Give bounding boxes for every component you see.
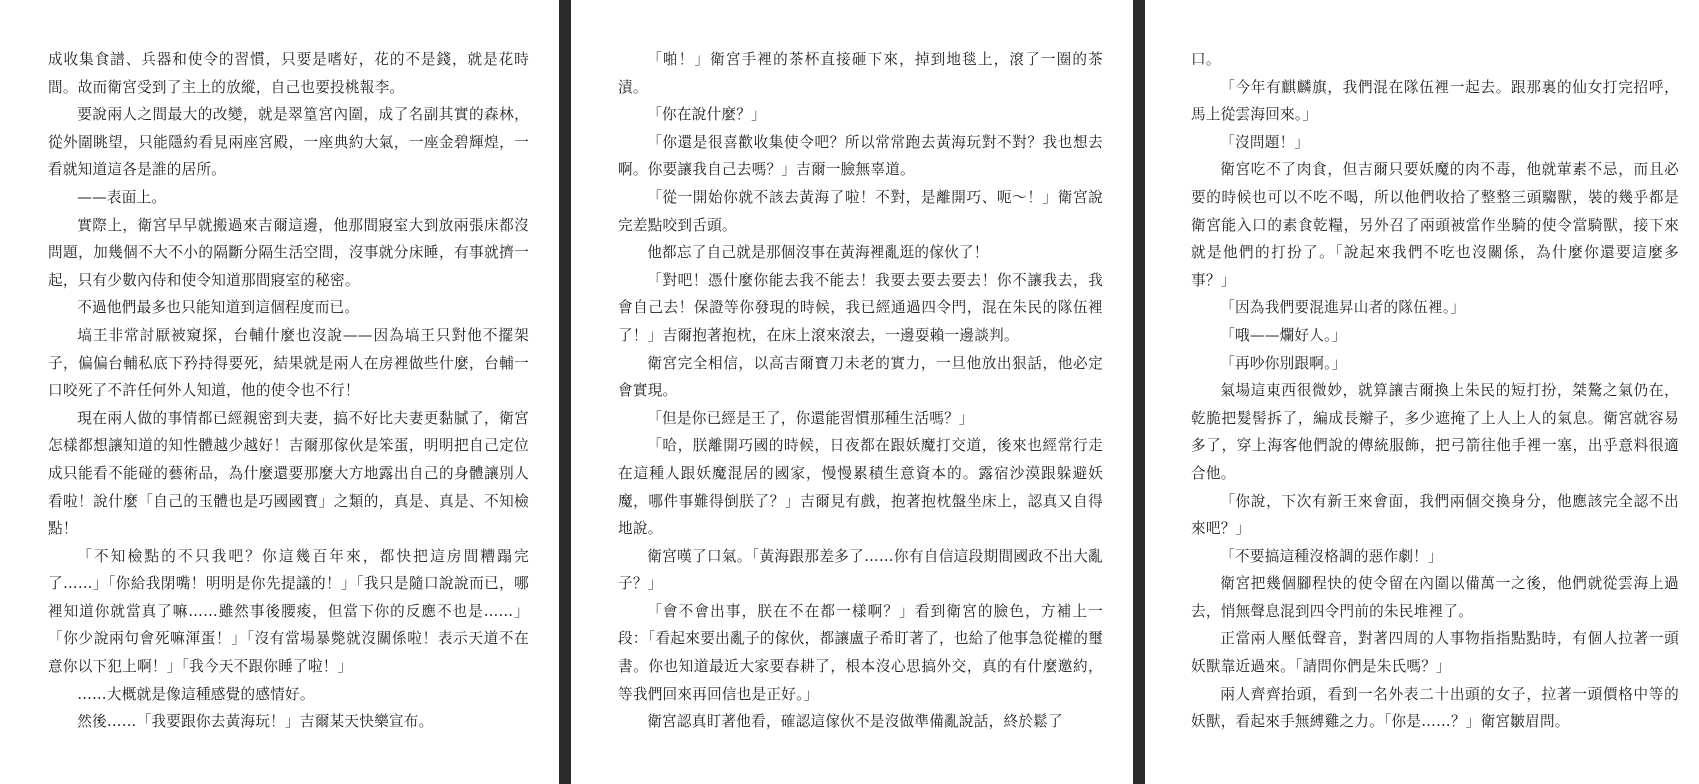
paragraph: ……大概就是像這種感覺的感情好。 <box>77 685 315 703</box>
page-left[interactable] <box>0 0 559 784</box>
paragraph: 「因為我們要混進昇山者的隊伍裡。」 <box>1220 299 1466 317</box>
paragraph: 「沒問題！」 <box>1220 133 1310 151</box>
paragraph: 然後……「我要跟你去黃海玩！」吉爾某天快樂宣布。 <box>77 713 434 731</box>
paragraph: 實際上，衛宮早早就搬過來吉爾這邊，他那間寢室大到放兩張床都沒問題，加幾個不大不小的隔斷分隔生活空間，沒事就分床睡，有事就擠一起，只有少數內侍和使令知道那間寢室的秘密。 <box>48 216 529 289</box>
paragraph: 「你還是很喜歡收集使令吧？所以常常跑去黃海玩對不對？我也想去啊。你要讓我自己去嗎？」吉爾一臉無辜道。 <box>618 133 1103 179</box>
page-right[interactable] <box>1145 0 1699 784</box>
paragraph: 現在兩人做的事情都已經親密到夫妻，搞不好比夫妻更黏膩了，衛宮怎樣都想讓知道的知性體越少越好！吉爾那傢伙是笨蛋，明明把自己定位成只能看不能碰的藝術品，為什麼還要那麼大方地露出自己的身體讓別人看啦！說什麼「自己的玉體也是巧國國寶」之類的，真是、真是、不知檢點！ <box>48 409 529 538</box>
paragraph: 衛宮完全相信，以高吉爾寶刀未老的實力，一旦他放出狠話，他必定會實現。 <box>618 354 1103 400</box>
paragraph: 氣場這東西很微妙，就算讓吉爾換上朱民的短打扮，桀驁之氣仍在，乾脆把髮髻拆了，編成長辮子，多少遮掩了上人上人的氣息。衛宮就容易多了，穿上海客他們說的傳統服飾，把弓箭往他手裡一塞，出乎意料很適合他。 <box>1191 382 1679 482</box>
paragraph: 正當兩人壓低聲音，對著四周的人事物指指點點時，有個人拉著一頭妖獸靠近過來。「請問你們是朱氏嗎？」 <box>1191 630 1679 676</box>
paragraph: 「再吵你別跟啊。」 <box>1220 354 1347 372</box>
paragraph: 「不要搞這種沒格調的惡作劇！」 <box>1220 547 1443 565</box>
paragraph: 衛宮吃不了肉食，但吉爾只要妖魔的肉不毒，他就葷素不忌，而且必要的時候也可以不吃不喝，所以他們收拾了整整三頭騶獸，裝的幾乎都是衛宮能入口的素食乾糧，另外召了兩頭被當作坐騎的使令當騎獸，接下來就是他們的打扮了。「說起來我們不吃也沒關係，為什麼你還要這麼多事？」 <box>1191 161 1679 289</box>
paragraph: 「對吧！憑什麼你能去我不能去！我要去要去要去！你不讓我去，我會自己去！保證等你發現的時候，我已經通過四令門，混在朱民的隊伍裡了！」吉爾抱著抱枕，在床上滾來滾去，一邊耍賴一邊談判。 <box>618 271 1103 344</box>
paragraph: 「不知檢點的不只我吧？你這幾百年來，都快把這房間糟蹋完了……」「你給我閉嘴！明明是你先提議的！」「我只是隨口說說而已，哪裡知道你就當真了嘛……雖然事後腰痠，但當下你的反應不也是……」「你少說兩句會死嘛渾蛋！」「沒有當場暴斃就沒關係啦！表示天道不在意你以下犯上啊！」「我今天不跟你睡了啦！」 <box>48 547 529 676</box>
paragraph: 「今年有麒麟旗，我們混在隊伍裡一起去。跟那裏的仙女打完招呼，馬上從雲海回來。」 <box>1191 78 1679 124</box>
paragraph: 不過他們最多也只能知道到這個程度而已。 <box>77 299 360 317</box>
paragraph: 要說兩人之間最大的改變，就是翠篁宮內圍，成了名副其實的森林，從外圍眺望，只能隱約看見兩座宮殿，一座典約大氣，一座金碧輝煌，一看就知道這各是誰的居所。 <box>48 106 529 179</box>
paragraph: 「你說，下次有新王來會面，我們兩個交換身分，他應該完全認不出來吧？」 <box>1191 492 1679 538</box>
paragraph: 「會不會出事，朕在不在都一樣啊？」看到衛宮的臉色，方補上一段：「看起來要出亂子的傢伙，都讓盧子希盯著了，也給了他事急從權的璽書。你也知道最近大家要春耕了，根本沒心思搞外交，真的有什麼邀約，等我們回來再回信也是正好。」 <box>618 602 1103 703</box>
paragraph: 衛宮嘆了口氣。「黃海跟那差多了……你有自信這段期間國政不出大亂子？」 <box>618 547 1103 593</box>
paragraph: 「哦——爛好人。」 <box>1220 326 1347 344</box>
paragraph: 「啪！」衛宮手裡的茶杯直接砸下來，掉到地毯上，滾了一圈的茶漬。 <box>618 51 1103 96</box>
paragraph: 「但是你已經是王了，你還能習慣那種生活嗎？」 <box>647 409 974 427</box>
paragraph: 「哈，朕離開巧國的時候，日夜都在跟妖魔打交道，後來也經常行走在這種人跟妖魔混居的國家，慢慢累積生意資本的。露宿沙漠跟躲避妖魔，哪件事難得倒朕了？」吉爾見有戲，抱著抱枕盤坐床上，認真又自得地說。 <box>618 437 1103 538</box>
page-middle[interactable] <box>571 0 1133 784</box>
paragraph: 「你在說什麼？」 <box>647 106 766 124</box>
paragraph: 口。 <box>1191 51 1221 68</box>
paragraph: ——表面上。 <box>77 188 167 206</box>
paragraph: 塙王非常討厭被窺探，台輔什麼也沒說——因為塙王只對他不擺架子，偏偏台輔私底下矜持得要死，結果就是兩人在房裡做些什麼，台輔一口咬死了不許任何外人知道，他的使令也不行！ <box>48 326 529 400</box>
paragraph: 「從一開始你就不該去黃海了啦！不對，是離開巧、呃～！」衛宮說完差點咬到舌頭。 <box>618 188 1103 234</box>
paragraph: 衛宮認真盯著他看，確認這傢伙不是沒做準備亂說話，終於鬆了 <box>647 713 1063 731</box>
paragraph: 成收集食譜、兵器和使令的習慣，只要是嗜好，花的不是錢，就是花時間。故而衛宮受到了主上的放縱，自己也要投桃報李。 <box>48 51 529 96</box>
paragraph: 衛宮把幾個腳程快的使令留在內圍以備萬一之後，他們就從雲海上過去，悄無聲息混到四令門前的朱民堆裡了。 <box>1191 575 1679 620</box>
paragraph: 兩人齊齊抬頭，看到一名外表二十出頭的女子，拉著一頭價格中等的妖獸，看起來手無縛雞之力。「你是……？」衛宮皺眉問。 <box>1191 685 1679 731</box>
paragraph: 他都忘了自己就是那個沒事在黃海裡亂逛的傢伙了！ <box>647 244 989 262</box>
